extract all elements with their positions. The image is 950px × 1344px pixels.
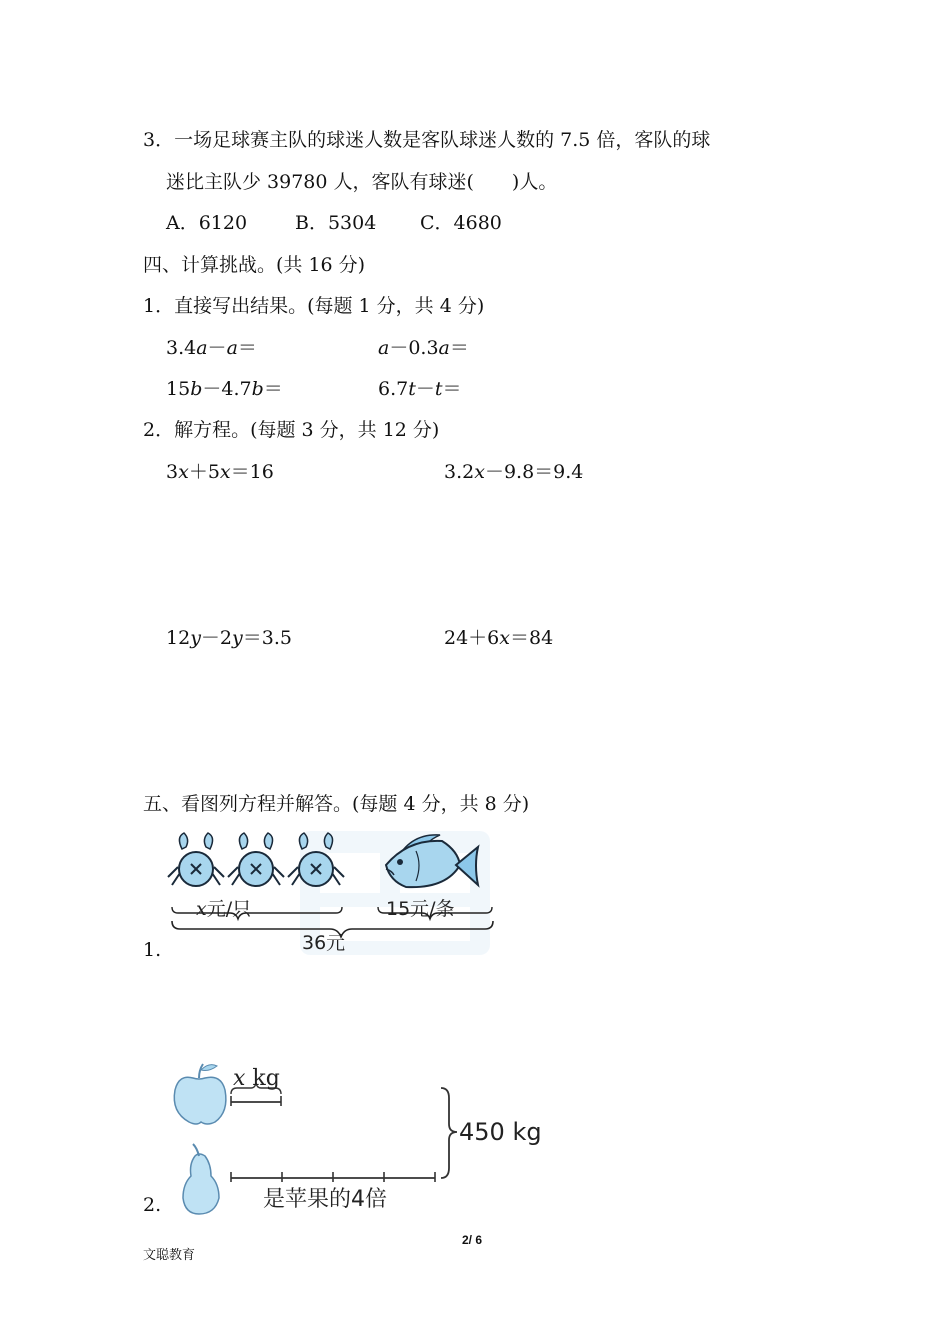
fig1-diagram (160, 825, 520, 965)
equation-item: 3x＋5x＝16 (166, 461, 274, 483)
fig2-number: 2. (143, 1194, 162, 1216)
apple-icon (174, 1064, 226, 1124)
q3-option-b: B．5304 (295, 212, 377, 234)
q3-line2: 迷比主队少 39780 人，客队有球迷( )人。 (166, 171, 558, 193)
total-brace (441, 1088, 457, 1178)
equation-item: 3.2x－9.8＝9.4 (444, 461, 584, 483)
crab-icon (168, 833, 224, 886)
fig2-diagram (165, 1060, 555, 1220)
section4-part1-title: 1．直接写出结果。(每题 1 分，共 4 分) (143, 295, 485, 317)
fig2-total-label: 450 kg (459, 1118, 542, 1146)
crab-icon (228, 833, 284, 886)
q3-option-a: A．6120 (166, 212, 248, 234)
crab-price-label: x元/只 (196, 898, 252, 920)
q3-line1: 3．一场足球赛主队的球迷人数是客队球迷人数的 7.5 倍，客队的球 (143, 129, 711, 151)
section4-title: 四、计算挑战。(共 16 分) (143, 254, 366, 276)
equation-item: 24＋6x＝84 (444, 627, 554, 649)
fig1-total-label: 36元 (302, 932, 346, 954)
q3-option-c: C．4680 (420, 212, 502, 234)
equation-item: 12y－2y＝3.5 (166, 627, 292, 649)
calc-item: 6.7t－t＝ (378, 378, 462, 400)
calc-item: 15b－4.7b＝ (166, 378, 283, 400)
pear-label: 是苹果的4倍 (263, 1187, 387, 1212)
apple-weight-label: x kg (233, 1066, 280, 1091)
fig1-number: 1. (143, 939, 162, 961)
footer-brand: 文聪教育 (143, 1248, 196, 1263)
page-number: 2/ 6 (462, 1233, 483, 1247)
calc-item: a－0.3a＝ (378, 337, 469, 359)
section4-part2-title: 2．解方程。(每题 3 分，共 12 分) (143, 419, 440, 441)
pear-icon (183, 1144, 219, 1214)
section5-title: 五、看图列方程并解答。(每题 4 分，共 8 分) (143, 793, 530, 815)
fish-price-label: 15元/条 (386, 898, 455, 920)
calc-item: 3.4a－a＝ (166, 337, 257, 359)
